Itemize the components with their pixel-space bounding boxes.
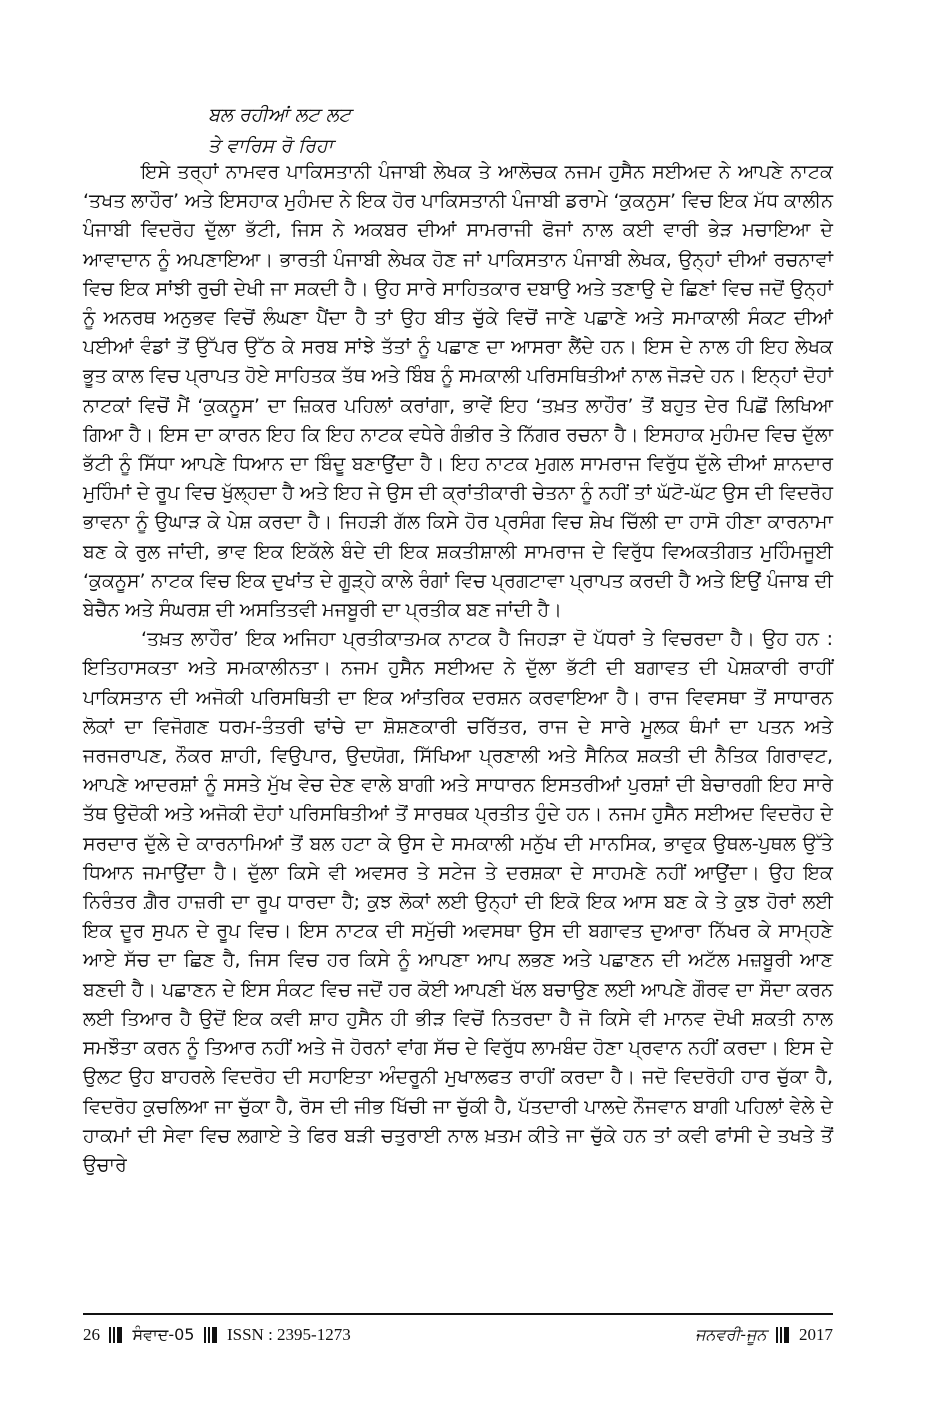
issn-number: ISSN : 2395-1273 <box>226 1325 351 1344</box>
journal-name: ਸੰਵਾਦ-05 <box>132 1325 195 1344</box>
footer-left <box>83 1322 351 1348</box>
page-number: 26 <box>83 1325 100 1344</box>
poem-line-2: ਤੇ ਵਾਰਿਸ ਰੋ ਰਿਹਾ <box>208 135 333 157</box>
bars-separator-icon <box>109 1327 123 1343</box>
paragraph-2: ‘ਤਖ਼ਤ ਲਾਹੌਰ’ ਇਕ ਅਜਿਹਾ ਪ੍ਰਤੀਕਾਤਮਕ ਨਾਟਕ ਹੈ ਜਿਹੜਾ ਦੋ ਪੱਧਰਾਂ ਤੇ ਵਿਚਰਦਾ ਹੈ। ਉਹ ਹਨ : ਇਤਿਹਾਸਕਤਾ ਅਤੇ ਸਮਕਾਲੀਨਤਾ। ਨਜਮ ਹੁਸੈਨ ਸਈਅਦ ਨੇ ਦੁੱਲਾ ਭੱਟੀ ਦੀ ਬਗਾਵਤ ਦੀ ਪੇਸ਼ਕਾਰੀ ਰਾਹੀਂ ਪਾਕਿਸਤਾਨ ਦੀ ਅਜੋਕੀ ਪਰਿਸਥਿਤੀ ਦਾ ਇਕ ਆਂਤਰਿਕ ਦਰਸ਼ਨ ਕਰਵਾਇਆ ਹੈ। ਰਾਜ ਵਿਵਸਥਾ ਤੋਂ ਸਾਧਾਰਨ ਲੋਕਾਂ ਦਾ ਵਿਜੋਗਣ ਧਰਮ-ਤੰਤਰੀ ਢਾਂਚੇ ਦਾ ਸ਼ੋਸ਼ਣਕਾਰੀ ਚਰਿੱਤਰ, ਰਾਜ ਦੇ ਸਾਰੇ ਮੂਲਕ ਥੰਮਾਂ ਦਾ ਪਤਨ ਅਤੇ ਜਰਜਰਾਪਣ, ਨੌਕਰ ਸ਼ਾਹੀ, ਵਿਉਪਾਰ, ਉਦਯੋਗ, ਸਿੱਖਿਆ ਪ੍ਰਣਾਲੀ ਅਤੇ ਸੈਨਿਕ ਸ਼ਕਤੀ ਦੀ ਨੈਤਿਕ ਗਿਰਾਵਟ, ਆਪਣੇ ਆਦਰਸ਼ਾਂ ਨੂੰ ਸਸਤੇ ਮੁੱਖ ਵੇਚ ਦੇਣ ਵਾਲੇ ਬਾਗੀ ਅਤੇ ਸਾਧਾਰਨ ਇਸਤਰੀਆਂ ਪੁਰਸ਼ਾਂ ਦੀ ਬੇਚਾਰਗੀ ਇਹ ਸਾਰੇ ਤੱਥ ਉਦੋਕੀ ਅਤੇ ਅਜੋਕੀ ਦੋਹਾਂ ਪਰਿਸਥਿਤੀਆਂ ਤੋਂ ਸਾਰਥਕ ਪ੍ਰਤੀਤ ਹੁੰਦੇ ਹਨ। ਨਜਮ ਹੁਸੈਨ ਸਈਅਦ ਵਿਦਰੋਹ ਦੇ ਸਰਦਾਰ ਦੁੱਲੇ ਦੇ ਕਾਰਨਾਮਿਆਂ ਤੋਂ ਬਲ ਹਟਾ ਕੇ ਉਸ ਦੇ ਸਮਕਾਲੀ ਮਨੁੱਖ ਦੀ ਮਾਨਸਿਕ, ਭਾਵੁਕ ਉਥਲ-ਪੁਥਲ ਉੱਤੇ ਧਿਆਨ ਜਮਾਉਂਦਾ ਹੈ। ਦੁੱਲਾ ਕਿਸੇ ਵੀ ਅਵਸਰ ਤੇ ਸਟੇਜ ਤੇ ਦਰਸ਼ਕਾ ਦੇ ਸਾਹਮਣੇ ਨਹੀਂ ਆਉਂਦਾ। ਉਹ ਇਕ ਨਿਰੰਤਰ ਗ਼ੈਰ ਹਾਜ਼ਰੀ ਦਾ ਰੂਪ ਧਾਰਦਾ ਹੈ; ਕੁਝ ਲੋਕਾਂ ਲਈ ਉਨ੍ਹਾਂ ਦੀ ਇਕੋ ਇਕ ਆਸ ਬਣ ਕੇ ਤੇ ਕੁਝ ਹੋਰਾਂ ਲਈ ਇਕ ਦੂਰ ਸੁਪਨ ਦੇ ਰੂਪ ਵਿਚ। ਇਸ ਨਾਟਕ ਦੀ ਸਮੁੱਚੀ ਅਵਸਥਾ ਉਸ ਦੀ ਬਗਾਵਤ ਦੁਆਰਾ ਨਿੱਖਰ ਕੇ ਸਾਮ੍ਹਣੇ ਆਏ ਸੱਚ ਦਾ ਛਿਣ ਹੈ, ਜਿਸ ਵਿਚ ਹਰ ਕਿਸੇ ਨੂੰ ਆਪਣਾ ਆਪ ਲਭਣ ਅਤੇ ਪਛਾਣਨ ਦੀ ਅਟੱਲ ਮਜ਼ਬੂਰੀ ਆਣ ਬਣਦੀ ਹੈ। ਪਛਾਣਨ ਦੇ ਇਸ ਸੰਕਟ ਵਿਚ ਜਦੋਂ ਹਰ ਕੋਈ ਆਪਣੀ ਖੱਲ ਬਚਾਉਣ ਲਈ ਆਪਣੇ ਗੌਰਵ ਦਾ ਸੌਦਾ ਕਰਨ ਲਈ ਤਿਆਰ ਹੈ ਉਦੋਂ ਇਕ ਕਵੀ ਸ਼ਾਹ ਹੁਸੈਨ ਹੀ ਭੀੜ ਵਿਚੋਂ ਨਿਤਰਦਾ ਹੈ ਜੋ ਕਿਸੇ ਵੀ ਮਾਨਵ ਦੋਖੀ ਸ਼ਕਤੀ ਨਾਲ ਸਮਝੌਤਾ ਕਰਨ ਨੂੰ ਤਿਆਰ ਨਹੀਂ ਅਤੇ ਜੋ ਹੋਰਨਾਂ ਵਾਂਗ ਸੱਚ ਦੇ ਵਿਰੁੱਧ ਲਾਮਬੰਦ ਹੋਣਾ ਪ੍ਰਵਾਨ ਨਹੀਂ ਕਰਦਾ। ਇਸ ਦੇ ਉਲਟ ਉਹ ਬਾਹਰਲੇ ਵਿਦਰੋਹ ਦੀ ਸਹਾਇਤਾ ਅੰਦਰੂਨੀ ਮੁਖਾਲਫਤ ਰਾਹੀਂ ਕਰਦਾ ਹੈ। ਜਦੋ ਵਿਦਰੋਹੀ ਹਾਰ ਚੁੱਕਾ ਹੈ, ਵਿਦਰੋਹ ਕੁਚਲਿਆ ਜਾ ਚੁੱਕਾ ਹੈ, ਰੋਸ ਦੀ ਜੀਭ ਖਿੱਚੀ ਜਾ ਚੁੱਕੀ ਹੈ, ਪੱਤਦਾਰੀ ਪਾਲਦੇ ਨੌਜਵਾਨ ਬਾਗੀ ਪਹਿਲਾਂ ਵੇਲੇ ਦੇ ਹਾਕਮਾਂ ਦੀ ਸੇਵਾ ਵਿਚ ਲਗਾਏ ਤੇ ਫਿਰ ਬੜੀ ਚਤੁਰਾਈ ਨਾਲ ਖ਼ਤਮ ਕੀਤੇ ਜਾ ਚੁੱਕੇ ਹਨ ਤਾਂ ਕਵੀ ਫਾਂਸੀ ਦੇ ਤਖਤੇ ਤੋਂ ਉਚਾਰੇ <box>83 628 833 1176</box>
article-body <box>83 158 833 1180</box>
issue-period: ਜਨਵਰੀ-ਜੂਨ <box>695 1325 767 1344</box>
page-footer <box>83 1322 833 1348</box>
bars-separator-icon <box>204 1327 218 1343</box>
poem-line-1: ਬਲ ਰਹੀਆਂ ਲਟ ਲਟ <box>208 104 351 126</box>
issue-year: 2017 <box>799 1325 833 1344</box>
paragraph-1: ਇਸੇ ਤਰ੍ਹਾਂ ਨਾਮਵਰ ਪਾਕਿਸਤਾਨੀ ਪੰਜਾਬੀ ਲੇਖਕ ਤੇ ਆਲੋਚਕ ਨਜਮ ਹੁਸੈਨ ਸਈਅਦ ਨੇ ਆਪਣੇ ਨਾਟਕ ‘ਤਖਤ ਲਾਹੌਰ’ ਅਤੇ ਇਸਹਾਕ ਮੁਹੰਮਦ ਨੇ ਇਕ ਹੋਰ ਪਾਕਿਸਤਾਨੀ ਪੰਜਾਬੀ ਡਰਾਮੇ ‘ਕੁਕਨੁਸ’ ਵਿਚ ਇਕ ਮੱਧ ਕਾਲੀਨ ਪੰਜਾਬੀ ਵਿਦਰੋਹ ਦੁੱਲਾ ਭੱਟੀ, ਜਿਸ ਨੇ ਅਕਬਰ ਦੀਆਂ ਸਾਮਰਾਜੀ ਫੋਜਾਂ ਨਾਲ ਕਈ ਵਾਰੀ ਭੇੜ ਮਚਾਇਆ ਦੇ ਆਵਾਦਾਨ ਨੂੰ ਅਪਣਾਇਆ। ਭਾਰਤੀ ਪੰਜਾਬੀ ਲੇਖਕ ਹੋਣ ਜਾਂ ਪਾਕਿਸਤਾਨ ਪੰਜਾਬੀ ਲੇਖਕ, ਉਨ੍ਹਾਂ ਦੀਆਂ ਰਚਨਾਵਾਂ ਵਿਚ ਇਕ ਸਾਂਝੀ ਰੁਚੀ ਦੇਖੀ ਜਾ ਸਕਦੀ ਹੈ। ਉਹ ਸਾਰੇ ਸਾਹਿਤਕਾਰ ਦਬਾਉ ਅਤੇ ਤਣਾਉ ਦੇ ਛਿਣਾਂ ਵਿਚ ਜਦੋਂ ਉਨ੍ਹਾਂ ਨੂੰ ਅਨਰਥ ਅਨੁਭਵ ਵਿਚੋਂ ਲੰਘਣਾ ਪੈਂਦਾ ਹੈ ਤਾਂ ਉਹ ਬੀਤ ਚੁੱਕੇ ਵਿਚੋਂ ਜਾਣੇ ਪਛਾਣੇ ਅਤੇ ਸਮਾਕਾਲੀ ਸੰਕਟ ਦੀਆਂ ਪਈਆਂ ਵੰਡਾਂ ਤੋਂ ਉੱਪਰ ਉੱਠ ਕੇ ਸਰਬ ਸਾਂਝੇ ਤੱਤਾਂ ਨੂੰ ਪਛਾਣ ਦਾ ਆਸਰਾ ਲੈਂਦੇ ਹਨ। ਇਸ ਦੇ ਨਾਲ ਹੀ ਇਹ ਲੇਖਕ ਭੂਤ ਕਾਲ ਵਿਚ ਪ੍ਰਾਪਤ ਹੋਏ ਸਾਹਿਤਕ ਤੱਥ ਅਤੇ ਬਿੰਬ ਨੂੰ ਸਮਕਾਲੀ ਪਰਿਸਥਿਤੀਆਂ ਨਾਲ ਜੋੜਦੇ ਹਨ। ਇਨ੍ਹਾਂ ਦੋਹਾਂ ਨਾਟਕਾਂ ਵਿਚੋਂ ਮੈਂ ‘ਕੁਕਨੂਸ’ ਦਾ ਜ਼ਿਕਰ ਪਹਿਲਾਂ ਕਰਾਂਗਾ, ਭਾਵੇਂ ਇਹ ‘ਤਖ਼ਤ ਲਾਹੌਰ’ ਤੋਂ ਬਹੁਤ ਦੇਰ ਪਿਛੋਂ ਲਿਖਿਆ ਗਿਆ ਹੈ। ਇਸ ਦਾ ਕਾਰਨ ਇਹ ਕਿ ਇਹ ਨਾਟਕ ਵਧੇਰੇ ਗੰਭੀਰ ਤੇ ਨਿੱਗਰ ਰਚਨਾ ਹੈ। ਇਸਹਾਕ ਮੁਹੰਮਦ ਵਿਚ ਦੁੱਲਾ ਭੱਟੀ ਨੂੰ ਸਿੱਧਾ ਆਪਣੇ ਧਿਆਨ ਦਾ ਬਿੰਦੂ ਬਣਾਉਂਦਾ ਹੈ। ਇਹ ਨਾਟਕ ਮੁਗਲ ਸਾਮਰਾਜ ਵਿਰੁੱਧ ਦੁੱਲੇ ਦੀਆਂ ਸ਼ਾਨਦਾਰ ਮੁਹਿੰਮਾਂ ਦੇ ਰੂਪ ਵਿਚ ਖੁੱਲ੍ਹਦਾ ਹੈ ਅਤੇ ਇਹ ਜੇ ਉਸ ਦੀ ਕ੍ਰਾਂਤੀਕਾਰੀ ਚੇਤਨਾ ਨੂੰ ਨਹੀਂ ਤਾਂ ਘੱਟੋ-ਘੱਟ ਉਸ ਦੀ ਵਿਦਰੋਹ ਭਾਵਨਾ ਨੂੰ ਉਘਾੜ ਕੇ ਪੇਸ਼ ਕਰਦਾ ਹੈ। ਜਿਹੜੀ ਗੱਲ ਕਿਸੇ ਹੋਰ ਪ੍ਰਸੰਗ ਵਿਚ ਸ਼ੇਖ ਚਿੱਲੀ ਦਾ ਹਾਸੋ ਹੀਣਾ ਕਾਰਨਾਮਾ ਬਣ ਕੇ ਰੁਲ ਜਾਂਦੀ, ਭਾਵ ਇਕ ਇਕੱਲੇ ਬੰਦੇ ਦੀ ਇਕ ਸ਼ਕਤੀਸ਼ਾਲੀ ਸਾਮਰਾਜ ਦੇ ਵਿਰੁੱਧ ਵਿਅਕਤੀਗਤ ਮੁਹਿੰਮਜੂਈ ‘ਕੁਕਨੂਸ’ ਨਾਟਕ ਵਿਚ ਇਕ ਦੁਖਾਂਤ ਦੇ ਗੂੜ੍ਹੇ ਕਾਲੇ ਰੰਗਾਂ ਵਿਚ ਪ੍ਰਗਟਾਵਾ ਪ੍ਰਾਪਤ ਕਰਦੀ ਹੈ ਅਤੇ ਇਉਂ ਪੰਜਾਬ ਦੀ ਬੇਚੈਨ ਅਤੇ ਸੰਘਰਸ਼ ਦੀ ਅਸਤਿਤਵੀ ਮਜਬੂਰੀ ਦਾ ਪ੍ਰਤੀਕ ਬਣ ਜਾਂਦੀ ਹੈ। <box>83 161 833 622</box>
footer-right <box>695 1322 833 1348</box>
bars-separator-icon <box>776 1327 790 1343</box>
footer-divider <box>83 1313 833 1315</box>
poem-quote <box>208 100 808 162</box>
